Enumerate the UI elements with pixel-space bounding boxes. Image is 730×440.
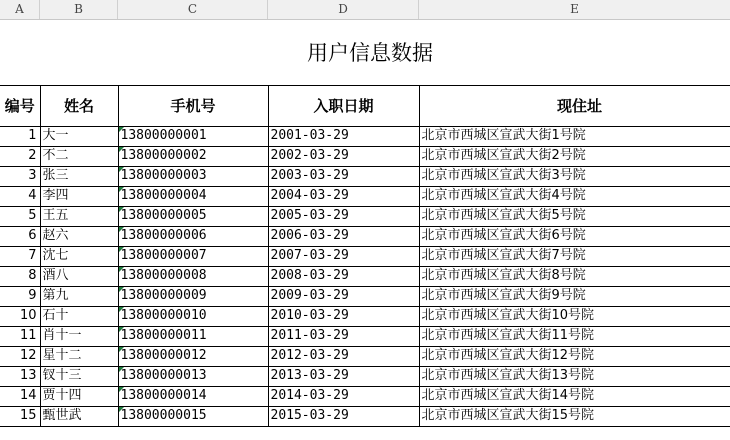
cell-address[interactable]: 北京市西城区宣武大街9号院 (419, 286, 730, 306)
cell-phone[interactable] (118, 166, 268, 186)
cell-no[interactable]: 4 (0, 186, 40, 206)
cell-phone[interactable] (118, 246, 268, 266)
text-number-marker-icon (119, 247, 124, 252)
text-number-marker-icon (119, 167, 124, 172)
header-row (0, 85, 730, 126)
cell-phone-text: 13800000009 (120, 288, 207, 303)
cell-date[interactable]: 2002-03-29 (268, 146, 419, 166)
text-number-marker-icon (119, 407, 124, 412)
cell-date[interactable]: 2010-03-29 (268, 306, 419, 326)
cell-no[interactable]: 3 (0, 166, 40, 186)
cell-phone-text: 13800000011 (120, 328, 207, 343)
cell-phone[interactable] (118, 266, 268, 286)
cell-phone-text: 13800000006 (120, 228, 207, 243)
table-row (0, 286, 730, 306)
cell-date[interactable]: 2003-03-29 (268, 166, 419, 186)
table-row (0, 366, 730, 386)
column-header-b[interactable]: B (40, 0, 118, 19)
text-number-marker-icon (119, 307, 124, 312)
cell-phone[interactable] (118, 386, 268, 406)
table-row (0, 346, 730, 366)
cell-date[interactable]: 2012-03-29 (268, 346, 419, 366)
cell-phone[interactable] (118, 326, 268, 346)
cell-name[interactable]: 王五 (40, 206, 118, 226)
cell-no[interactable]: 10 (0, 306, 40, 326)
text-number-marker-icon (119, 127, 124, 132)
cell-no[interactable]: 9 (0, 286, 40, 306)
cell-phone[interactable] (118, 186, 268, 206)
column-header-a[interactable]: A (0, 0, 40, 19)
header-cell-phone[interactable]: 手机号 (118, 85, 268, 126)
column-header-d[interactable]: D (268, 0, 419, 19)
cell-phone[interactable] (118, 346, 268, 366)
cell-phone-text: 13800000015 (120, 408, 207, 423)
header-cell-address[interactable]: 现住址 (419, 85, 730, 126)
cell-name[interactable]: 大一 (40, 126, 118, 146)
sheet-title-cell[interactable]: 用户信息数据 (0, 20, 730, 85)
cell-phone-text: 13800000005 (120, 208, 207, 223)
cell-phone-text: 13800000002 (120, 148, 207, 163)
cell-date[interactable]: 2005-03-29 (268, 206, 419, 226)
table-row (0, 186, 730, 206)
cell-date[interactable]: 2007-03-29 (268, 246, 419, 266)
cell-address[interactable]: 北京市西城区宣武大街2号院 (419, 146, 730, 166)
cell-no[interactable]: 6 (0, 226, 40, 246)
table-row (0, 206, 730, 226)
cell-name[interactable]: 不二 (40, 146, 118, 166)
table-row (0, 306, 730, 326)
cell-no[interactable]: 15 (0, 406, 40, 426)
table-row (0, 266, 730, 286)
cell-address[interactable]: 北京市西城区宣武大街5号院 (419, 206, 730, 226)
cell-no[interactable]: 7 (0, 246, 40, 266)
cell-name[interactable]: 张三 (40, 166, 118, 186)
cell-phone[interactable] (118, 406, 268, 426)
cell-phone[interactable] (118, 206, 268, 226)
cell-address[interactable]: 北京市西城区宣武大街13号院 (419, 366, 730, 386)
cell-phone[interactable] (118, 146, 268, 166)
cell-phone-text: 13800000010 (120, 308, 207, 323)
cell-date[interactable]: 2004-03-29 (268, 186, 419, 206)
cell-no[interactable]: 14 (0, 386, 40, 406)
cell-phone[interactable] (118, 286, 268, 306)
cell-address[interactable]: 北京市西城区宣武大街4号院 (419, 186, 730, 206)
cell-no[interactable]: 12 (0, 346, 40, 366)
cell-address[interactable]: 北京市西城区宣武大街15号院 (419, 406, 730, 426)
cell-name[interactable]: 沈七 (40, 246, 118, 266)
cell-address[interactable]: 北京市西城区宣武大街3号院 (419, 166, 730, 186)
cell-name[interactable]: 酒八 (40, 266, 118, 286)
text-number-marker-icon (119, 267, 124, 272)
cell-address[interactable]: 北京市西城区宣武大街14号院 (419, 386, 730, 406)
cell-address[interactable]: 北京市西城区宣武大街8号院 (419, 266, 730, 286)
cell-no[interactable]: 8 (0, 266, 40, 286)
cell-phone-text: 13800000013 (120, 368, 207, 383)
cell-name[interactable]: 钗十三 (40, 366, 118, 386)
text-number-marker-icon (119, 327, 124, 332)
table-row (0, 146, 730, 166)
text-number-marker-icon (119, 147, 124, 152)
text-number-marker-icon (119, 207, 124, 212)
table-row (0, 126, 730, 146)
cell-name[interactable]: 赵六 (40, 226, 118, 246)
text-number-marker-icon (119, 187, 124, 192)
header-cell-name[interactable]: 姓名 (40, 85, 118, 126)
column-header-e[interactable]: E (570, 2, 579, 16)
cell-no[interactable]: 2 (0, 146, 40, 166)
text-number-marker-icon (119, 367, 124, 372)
table-row (0, 226, 730, 246)
table-row (0, 406, 730, 426)
table-row (0, 326, 730, 346)
cell-address[interactable]: 北京市西城区宣武大街10号院 (419, 306, 730, 326)
cell-date[interactable]: 2013-03-29 (268, 366, 419, 386)
cell-name[interactable]: 石十 (40, 306, 118, 326)
text-number-marker-icon (119, 387, 124, 392)
cell-phone[interactable] (118, 366, 268, 386)
cell-phone-text: 13800000004 (120, 188, 207, 203)
cell-phone-text: 13800000014 (120, 388, 207, 403)
cell-address[interactable]: 北京市西城区宣武大街1号院 (419, 126, 730, 146)
cell-phone-text: 13800000003 (120, 168, 207, 183)
cell-no[interactable]: 5 (0, 206, 40, 226)
cell-address[interactable]: 北京市西城区宣武大街7号院 (419, 246, 730, 266)
cell-name[interactable]: 贾十四 (40, 386, 118, 406)
cell-date[interactable]: 2011-03-29 (268, 326, 419, 346)
cell-no[interactable]: 1 (0, 126, 40, 146)
table-row (0, 166, 730, 186)
cell-phone-text: 13800000012 (120, 348, 207, 363)
cell-name[interactable]: 第九 (40, 286, 118, 306)
title-row (0, 20, 730, 85)
cell-phone[interactable] (118, 306, 268, 326)
cell-name[interactable]: 肖十一 (40, 326, 118, 346)
cell-date[interactable]: 2015-03-29 (268, 406, 419, 426)
cell-no[interactable]: 13 (0, 366, 40, 386)
cell-address[interactable]: 北京市西城区宣武大街12号院 (419, 346, 730, 366)
cell-no[interactable]: 11 (0, 326, 40, 346)
cell-date[interactable]: 2008-03-29 (268, 266, 419, 286)
cell-address[interactable]: 北京市西城区宣武大街11号院 (419, 326, 730, 346)
text-number-marker-icon (119, 287, 124, 292)
cell-date[interactable]: 2014-03-29 (268, 386, 419, 406)
table-row (0, 246, 730, 266)
cell-name[interactable]: 甄世武 (40, 406, 118, 426)
cell-date[interactable]: 2001-03-29 (268, 126, 419, 146)
cell-phone-text: 13800000001 (120, 128, 207, 143)
header-cell-no[interactable]: 编号 (0, 85, 40, 126)
cell-address[interactable]: 北京市西城区宣武大街6号院 (419, 226, 730, 246)
text-number-marker-icon (119, 227, 124, 232)
cell-phone-text: 13800000008 (120, 268, 207, 283)
header-cell-date[interactable]: 入职日期 (268, 85, 419, 126)
text-number-marker-icon (119, 347, 124, 352)
cell-date[interactable]: 2006-03-29 (268, 226, 419, 246)
cell-phone-text: 13800000007 (120, 248, 207, 263)
cell-name[interactable]: 星十二 (40, 346, 118, 366)
cell-phone[interactable] (118, 126, 268, 146)
column-header-c[interactable]: C (118, 0, 268, 19)
column-header-bar (0, 0, 730, 20)
cell-date[interactable]: 2009-03-29 (268, 286, 419, 306)
cell-name[interactable]: 李四 (40, 186, 118, 206)
table-row (0, 386, 730, 406)
data-table (0, 20, 730, 427)
cell-phone[interactable] (118, 226, 268, 246)
